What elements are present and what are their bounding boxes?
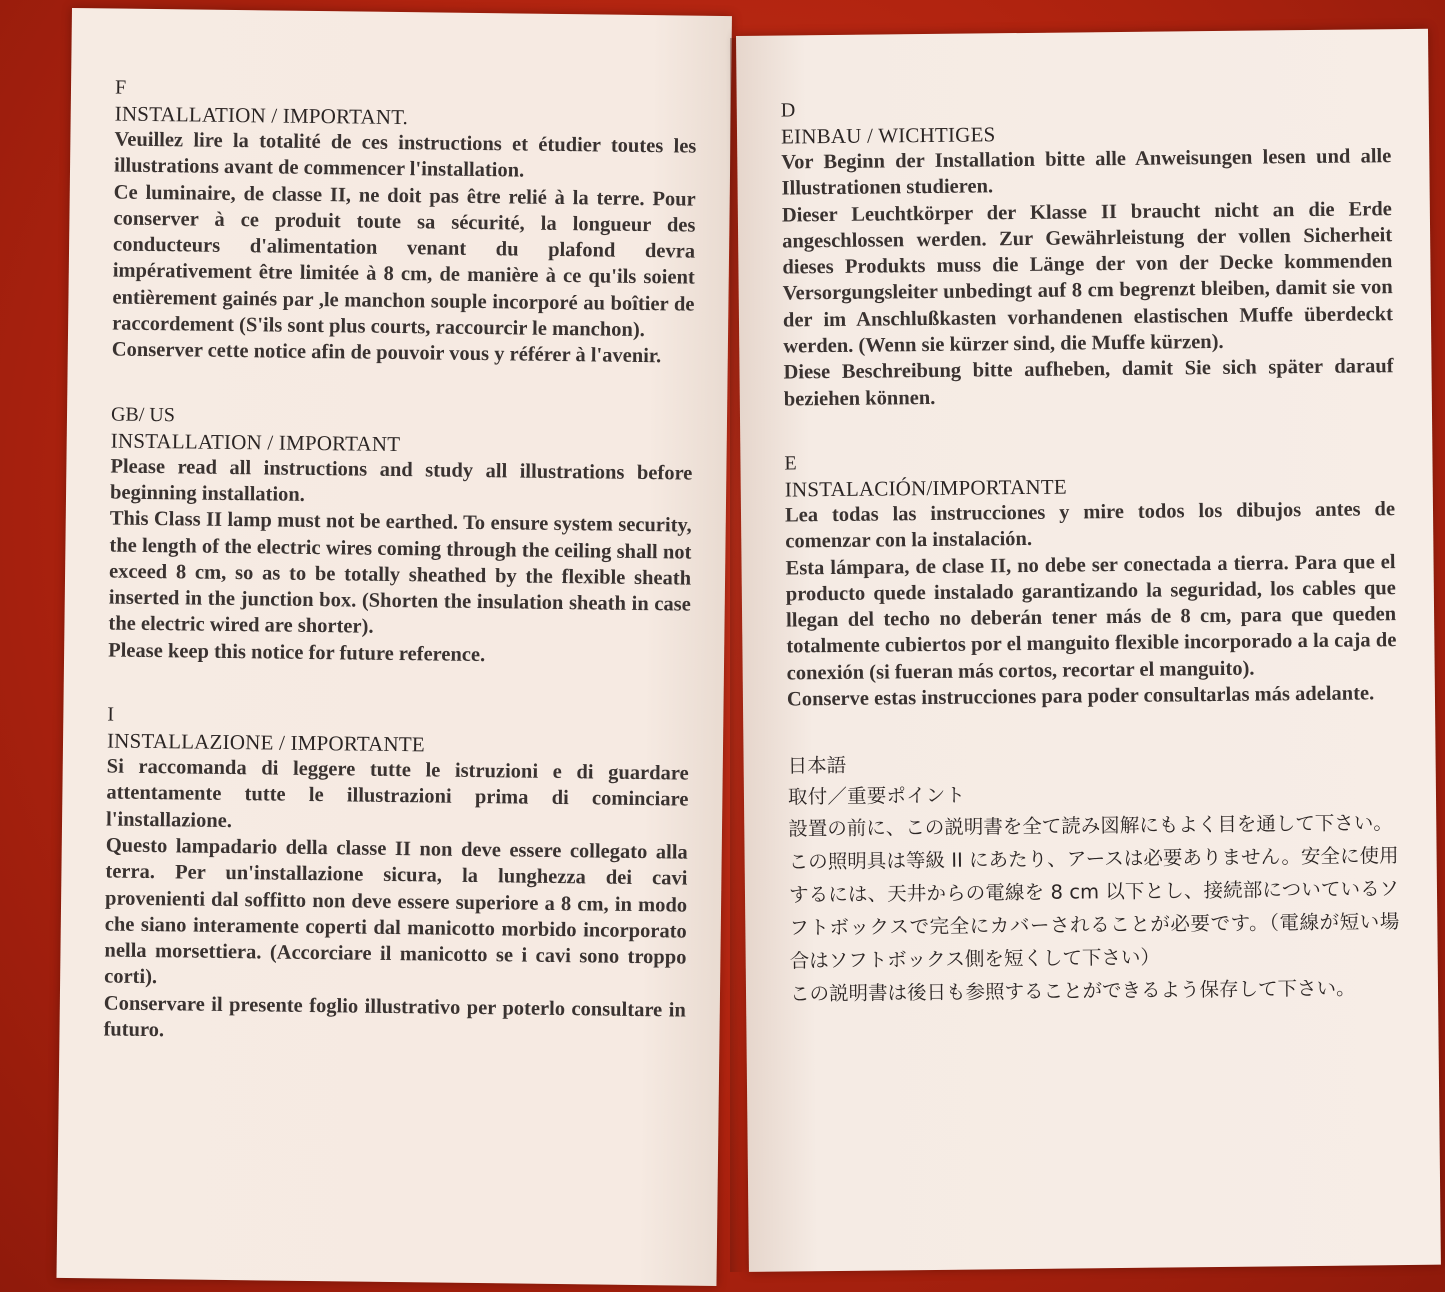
paragraph: Ce luminaire, de classe II, ne doit pas être relié à la terre. Pour conserver à ce produit toute sa sécurité, la longueur des conducteurs d'alimentation venant du plafond devra impérativement être limitée à 8 cm, de manière à ce qu'ils soient entièrement gainés par ,le manchon souple incorporé au boîtier de raccordement (S'ils sont plus courts, raccourcir le manchon). xyxy=(112,181,696,342)
section-title: INSTALACIÓN/IMPORTANTE xyxy=(784,474,1067,502)
section-title: EINBAU / WICHTIGES xyxy=(780,122,996,149)
section-code: 日本語 xyxy=(787,754,847,778)
right-page xyxy=(736,29,1441,1272)
paragraph: この照明具は等級 II にあたり、アースは必要ありません。安全に使用するには、天井からの電線を 8 cm 以下とし、接続部についているソフトボックスで完全にカバーされることが必要です。（電線が短い場合はソフトボックス側を短くして下さい） xyxy=(788,844,1400,973)
section-title: INSTALLAZIONE / IMPORTANTE xyxy=(106,728,426,757)
section-title: INSTALLATION / IMPORTANT. xyxy=(114,101,409,130)
paragraph: Lea todas las instrucciones y mire todos los dibujos antes de comenzar con la instalación. xyxy=(784,498,1396,553)
instruction-leaflet xyxy=(58,8,1434,1280)
section-french xyxy=(112,75,697,371)
paragraph: Questo lampadario della classe II non deve essere collegato alla terra. Per un'installazione sicura, la lunghezza dei cavi provenienti dal soffitto non deve essere superiore a 8 cm, in modo che siano interamente coperti dal manicotto morbido incorporato nella morsettiera. (Accorciare il manicotto se i cavi sono troppo corti). xyxy=(104,834,688,989)
paragraph: Vor Beginn der Installation bitte alle Anweisungen lesen und alle Illustrationen studieren. xyxy=(781,145,1392,200)
left-page xyxy=(56,8,731,1286)
paragraph: Conserver cette notice afin de pouvoir vous y référer à l'avenir. xyxy=(111,338,662,368)
section-german xyxy=(781,91,1394,412)
section-code: F xyxy=(114,76,127,99)
section-title: INSTALLATION / IMPORTANT xyxy=(110,428,401,456)
paragraph: This Class II lamp must not be earthed. To ensure system security, the length of the electric wires coming through the ceiling shall not exceed 8 cm, so as to be totally sheathed by the flexible sheath inserted in the junction box. (Shorten the insulation sheath in case the electric wired are shorter). xyxy=(108,507,692,639)
section-italian xyxy=(103,702,689,1050)
paragraph: Please keep this notice for future reference. xyxy=(108,639,486,666)
section-title: 取付／重要ポイント xyxy=(787,783,966,809)
paragraph: Diese Beschreibung bitte aufheben, damit Sie sich später darauf beziehen können. xyxy=(783,355,1394,411)
paragraph: この説明書は後日も参照することができるよう保存して下さい。 xyxy=(789,976,1356,1006)
section-japanese xyxy=(787,744,1400,1010)
section-spanish xyxy=(784,444,1397,713)
paragraph: Dieser Leuchtkörper der Klasse II braucht nicht an die Erde angeschlossen werden. Zur Gewährleistung der vollen Sicherheit dieses Produkts muss die Länge der von der Decke kommenden Versorgungsleiter unbedingt auf 8 cm begrenzt bleiben, damit sie von der im Anschlußkasten vorhandenen elastischen Muffe überdeckt werden. (Wenn sie kürzer sind, die Muffe kürzen). xyxy=(781,197,1394,358)
paragraph: Veuillez lire la totalité de ces instructions et étudier toutes les illustrations avant de commencer l'installation. xyxy=(113,128,697,182)
paragraph: Conserve estas instrucciones para poder consultarlas más adelante. xyxy=(786,682,1375,711)
section-code: E xyxy=(784,452,797,475)
paragraph: Si raccomanda di leggere tutte le istruzioni e di guardare attentamente tutte le illustrazioni prima di cominciare l'installazione. xyxy=(105,755,689,832)
paragraph: Esta lámpara, de clase II, no debe ser conectada a tierra. Para que el producto quede instalado garantizando la seguridad, los cables que llegan del techo no deberán tener más de 8 cm, para que queden totalmente cubiertos por el manguito flexible incorporado a la caja de conexión (si fueran más cortos, recortar el manguito). xyxy=(785,550,1397,685)
section-code: GB/ US xyxy=(110,403,176,426)
section-code: D xyxy=(780,99,796,122)
paragraph: Conservare il presente foglio illustrativo per poterlo consultare in futuro. xyxy=(103,992,686,1042)
section-code: I xyxy=(107,703,115,726)
paragraph: Please read all instructions and study all illustrations before beginning installation. xyxy=(109,455,693,506)
paragraph: 設置の前に、この説明書を全て読み図解にもよく目を通して下さい。 xyxy=(788,811,1393,841)
section-english xyxy=(108,401,693,670)
